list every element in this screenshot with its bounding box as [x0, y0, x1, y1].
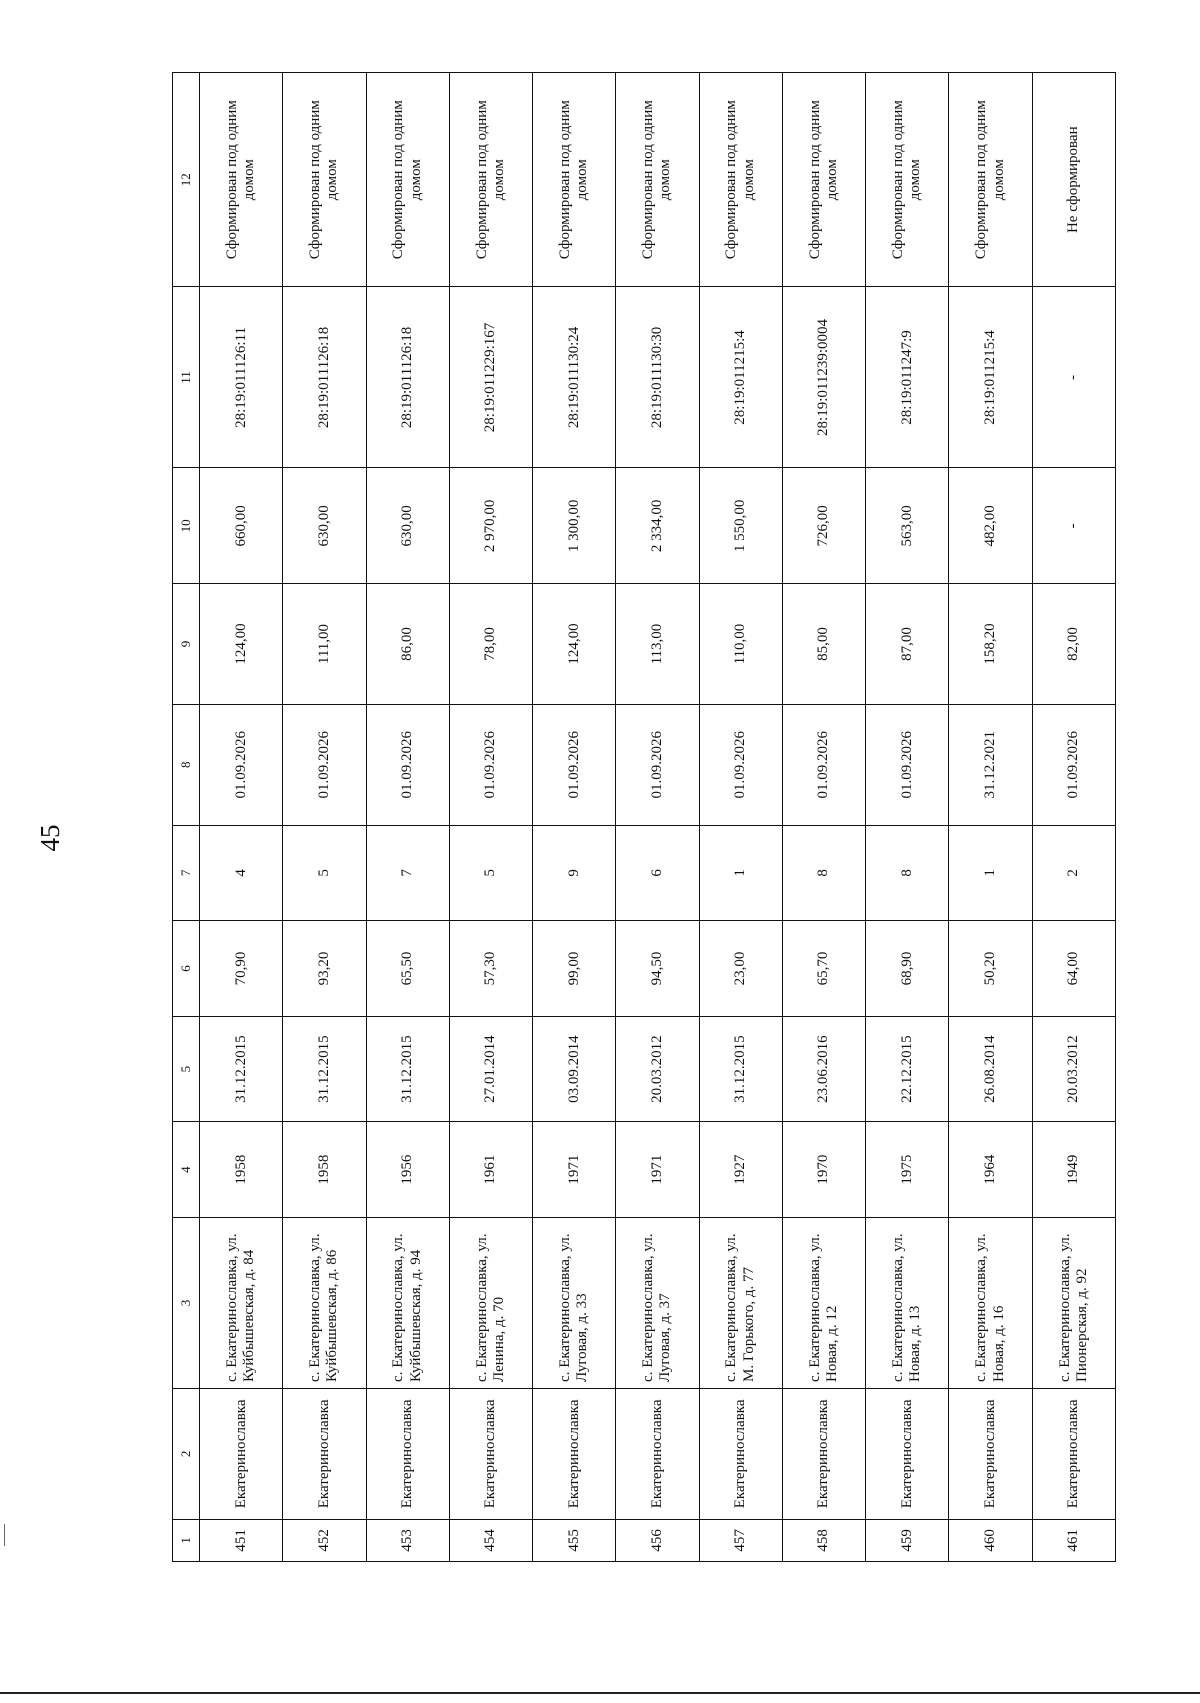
plot-area-cell: 158,20 — [949, 584, 1032, 705]
relocation-date-cell: 01.09.2026 — [283, 704, 366, 825]
table-row — [782, 73, 865, 1562]
row-number-cell: 451 — [200, 1519, 283, 1561]
column-header: 3 — [173, 1217, 200, 1388]
land-area-cell: - — [1032, 468, 1115, 584]
settlement-name-cell: Екатеринославка — [949, 1388, 1032, 1519]
plot-area-cell: 86,00 — [366, 584, 449, 705]
construction-year-cell: 1958 — [283, 1122, 366, 1218]
table-row — [616, 73, 699, 1562]
column-header: 6 — [173, 921, 200, 1017]
land-area-cell: 482,00 — [949, 468, 1032, 584]
address-cell: с. Екатеринославка, ул. Куйбышевская, д. 94 — [366, 1217, 449, 1388]
row-number-cell: 454 — [449, 1519, 532, 1561]
column-header: 5 — [173, 1016, 200, 1122]
scan-margin-mark — [4, 1524, 5, 1546]
inspection-date-cell: 03.09.2014 — [533, 1016, 616, 1122]
column-header: 2 — [173, 1388, 200, 1519]
row-number-cell: 453 — [366, 1519, 449, 1561]
residents-count-cell: 1 — [699, 825, 782, 921]
cadastral-number-cell: 28:19:011126:18 — [283, 287, 366, 468]
table-row — [449, 73, 532, 1562]
settlement-name-cell: Екатеринославка — [283, 1388, 366, 1519]
table-row — [283, 73, 366, 1562]
table-row — [533, 73, 616, 1562]
table-row — [699, 73, 782, 1562]
inspection-date-cell: 27.01.2014 — [449, 1016, 532, 1122]
construction-year-cell: 1970 — [782, 1122, 865, 1218]
settlement-name-cell: Екатеринославка — [782, 1388, 865, 1519]
area-cell: 93,20 — [283, 921, 366, 1017]
plot-area-cell: 78,00 — [449, 584, 532, 705]
column-header: 4 — [173, 1122, 200, 1218]
cadastral-number-cell: 28:19:011130:30 — [616, 287, 699, 468]
residents-count-cell: 4 — [200, 825, 283, 921]
column-header: 1 — [173, 1519, 200, 1561]
cadastral-number-cell: 28:19:011126:11 — [200, 287, 283, 468]
residents-count-cell: 5 — [283, 825, 366, 921]
address-cell: с. Екатеринославка, ул. Новая, д. 16 — [949, 1217, 1032, 1388]
cadastral-number-cell: 28:19:011126:18 — [366, 287, 449, 468]
residents-count-cell: 7 — [366, 825, 449, 921]
land-area-cell: 660,00 — [200, 468, 283, 584]
residents-count-cell: 9 — [533, 825, 616, 921]
cadastral-number-cell: 28:19:011247:9 — [866, 287, 949, 468]
column-header: 9 — [173, 584, 200, 705]
column-header: 11 — [173, 287, 200, 468]
cadastral-number-cell: - — [1032, 287, 1115, 468]
table-row — [1032, 73, 1115, 1562]
land-status-cell: Сформирован под одним домом — [366, 73, 449, 287]
area-cell: 70,90 — [200, 921, 283, 1017]
address-cell: с. Екатеринославка, ул. Пионерская, д. 92 — [1032, 1217, 1115, 1388]
area-cell: 57,30 — [449, 921, 532, 1017]
scan-edge-line — [0, 1692, 1200, 1694]
cadastral-number-cell: 28:19:011215:4 — [949, 287, 1032, 468]
relocation-date-cell: 31.12.2021 — [949, 704, 1032, 825]
settlement-name-cell: Екатеринославка — [866, 1388, 949, 1519]
inspection-date-cell: 20.03.2012 — [1032, 1016, 1115, 1122]
table-row — [200, 73, 283, 1562]
plot-area-cell: 111,00 — [283, 584, 366, 705]
settlement-name-cell: Екатеринославка — [200, 1388, 283, 1519]
plot-area-cell: 82,00 — [1032, 584, 1115, 705]
construction-year-cell: 1975 — [866, 1122, 949, 1218]
land-area-cell: 726,00 — [782, 468, 865, 584]
plot-area-cell: 85,00 — [782, 584, 865, 705]
construction-year-cell: 1961 — [449, 1122, 532, 1218]
relocation-date-cell: 01.09.2026 — [366, 704, 449, 825]
residents-count-cell: 8 — [866, 825, 949, 921]
construction-year-cell: 1956 — [366, 1122, 449, 1218]
table-row — [866, 73, 949, 1562]
cadastral-number-cell: 28:19:011130:24 — [533, 287, 616, 468]
area-cell: 65,50 — [366, 921, 449, 1017]
row-number-cell: 458 — [782, 1519, 865, 1561]
residents-count-cell: 2 — [1032, 825, 1115, 921]
plot-area-cell: 113,00 — [616, 584, 699, 705]
land-area-cell: 1 550,00 — [699, 468, 782, 584]
settlement-name-cell: Екатеринославка — [1032, 1388, 1115, 1519]
settlement-name-cell: Екатеринославка — [366, 1388, 449, 1519]
settlement-name-cell: Екатеринославка — [449, 1388, 532, 1519]
residents-count-cell: 8 — [782, 825, 865, 921]
row-number-cell: 461 — [1032, 1519, 1115, 1561]
housing-register-table — [172, 72, 1116, 1562]
row-number-cell: 456 — [616, 1519, 699, 1561]
plot-area-cell: 87,00 — [866, 584, 949, 705]
relocation-date-cell: 01.09.2026 — [866, 704, 949, 825]
relocation-date-cell: 01.09.2026 — [1032, 704, 1115, 825]
land-area-cell: 1 300,00 — [533, 468, 616, 584]
settlement-name-cell: Екатеринославка — [533, 1388, 616, 1519]
land-area-cell: 2 970,00 — [449, 468, 532, 584]
column-header: 12 — [173, 73, 200, 287]
residents-count-cell: 6 — [616, 825, 699, 921]
land-status-cell: Сформирован под одним домом — [283, 73, 366, 287]
construction-year-cell: 1927 — [699, 1122, 782, 1218]
address-cell: с. Екатеринославка, ул. Новая, д. 12 — [782, 1217, 865, 1388]
table-body — [200, 73, 1116, 1562]
row-number-cell: 459 — [866, 1519, 949, 1561]
land-status-cell: Сформирован под одним домом — [200, 73, 283, 287]
area-cell: 64,00 — [1032, 921, 1115, 1017]
inspection-date-cell: 23.06.2016 — [782, 1016, 865, 1122]
address-cell: с. Екатеринославка, ул. М. Горького, д. 77 — [699, 1217, 782, 1388]
address-cell: с. Екатеринославка, ул. Ленина, д. 70 — [449, 1217, 532, 1388]
construction-year-cell: 1958 — [200, 1122, 283, 1218]
land-area-cell: 630,00 — [283, 468, 366, 584]
inspection-date-cell: 31.12.2015 — [283, 1016, 366, 1122]
cadastral-number-cell: 28:19:011215:4 — [699, 287, 782, 468]
construction-year-cell: 1964 — [949, 1122, 1032, 1218]
relocation-date-cell: 01.09.2026 — [200, 704, 283, 825]
construction-year-cell: 1949 — [1032, 1122, 1115, 1218]
area-cell: 94,50 — [616, 921, 699, 1017]
address-cell: с. Екатеринославка, ул. Новая, д. 13 — [866, 1217, 949, 1388]
rotated-table-frame — [172, 72, 1116, 1562]
row-number-cell: 457 — [699, 1519, 782, 1561]
column-header: 7 — [173, 825, 200, 921]
settlement-name-cell: Екатеринославка — [699, 1388, 782, 1519]
address-cell: с. Екатеринославка, ул. Луговая, д. 33 — [533, 1217, 616, 1388]
page-number: 45 — [35, 824, 65, 852]
area-cell: 68,90 — [866, 921, 949, 1017]
land-status-cell: Сформирован под одним домом — [782, 73, 865, 287]
relocation-date-cell: 01.09.2026 — [616, 704, 699, 825]
rotated-table-container — [172, 72, 1116, 1562]
row-number-cell: 455 — [533, 1519, 616, 1561]
land-status-cell: Сформирован под одним домом — [616, 73, 699, 287]
land-status-cell: Сформирован под одним домом — [866, 73, 949, 287]
address-cell: с. Екатеринославка, ул. Куйбышевская, д. 86 — [283, 1217, 366, 1388]
relocation-date-cell: 01.09.2026 — [533, 704, 616, 825]
relocation-date-cell: 01.09.2026 — [699, 704, 782, 825]
row-number-cell: 460 — [949, 1519, 1032, 1561]
column-number-header-row — [173, 73, 200, 1562]
table-row — [366, 73, 449, 1562]
land-area-cell: 630,00 — [366, 468, 449, 584]
inspection-date-cell: 20.03.2012 — [616, 1016, 699, 1122]
construction-year-cell: 1971 — [616, 1122, 699, 1218]
column-header: 10 — [173, 468, 200, 584]
inspection-date-cell: 31.12.2015 — [699, 1016, 782, 1122]
area-cell: 65,70 — [782, 921, 865, 1017]
cadastral-number-cell: 28:19:011239:0004 — [782, 287, 865, 468]
inspection-date-cell: 31.12.2015 — [366, 1016, 449, 1122]
residents-count-cell: 1 — [949, 825, 1032, 921]
construction-year-cell: 1971 — [533, 1122, 616, 1218]
plot-area-cell: 124,00 — [533, 584, 616, 705]
relocation-date-cell: 01.09.2026 — [449, 704, 532, 825]
land-area-cell: 2 334,00 — [616, 468, 699, 584]
land-status-cell: Сформирован под одним домом — [449, 73, 532, 287]
plot-area-cell: 124,00 — [200, 584, 283, 705]
area-cell: 99,00 — [533, 921, 616, 1017]
table-row — [949, 73, 1032, 1562]
land-area-cell: 563,00 — [866, 468, 949, 584]
land-status-cell: Сформирован под одним домом — [533, 73, 616, 287]
land-status-cell: Сформирован под одним домом — [699, 73, 782, 287]
land-status-cell: Не сформирован — [1032, 73, 1115, 287]
cadastral-number-cell: 28:19:011229:167 — [449, 287, 532, 468]
settlement-name-cell: Екатеринославка — [616, 1388, 699, 1519]
row-number-cell: 452 — [283, 1519, 366, 1561]
column-header: 8 — [173, 704, 200, 825]
inspection-date-cell: 26.08.2014 — [949, 1016, 1032, 1122]
area-cell: 23,00 — [699, 921, 782, 1017]
plot-area-cell: 110,00 — [699, 584, 782, 705]
residents-count-cell: 5 — [449, 825, 532, 921]
inspection-date-cell: 31.12.2015 — [200, 1016, 283, 1122]
inspection-date-cell: 22.12.2015 — [866, 1016, 949, 1122]
relocation-date-cell: 01.09.2026 — [782, 704, 865, 825]
address-cell: с. Екатеринославка, ул. Луговая, д. 37 — [616, 1217, 699, 1388]
address-cell: с. Екатеринославка, ул. Куйбышевская, д. 84 — [200, 1217, 283, 1388]
land-status-cell: Сформирован под одним домом — [949, 73, 1032, 287]
area-cell: 50,20 — [949, 921, 1032, 1017]
